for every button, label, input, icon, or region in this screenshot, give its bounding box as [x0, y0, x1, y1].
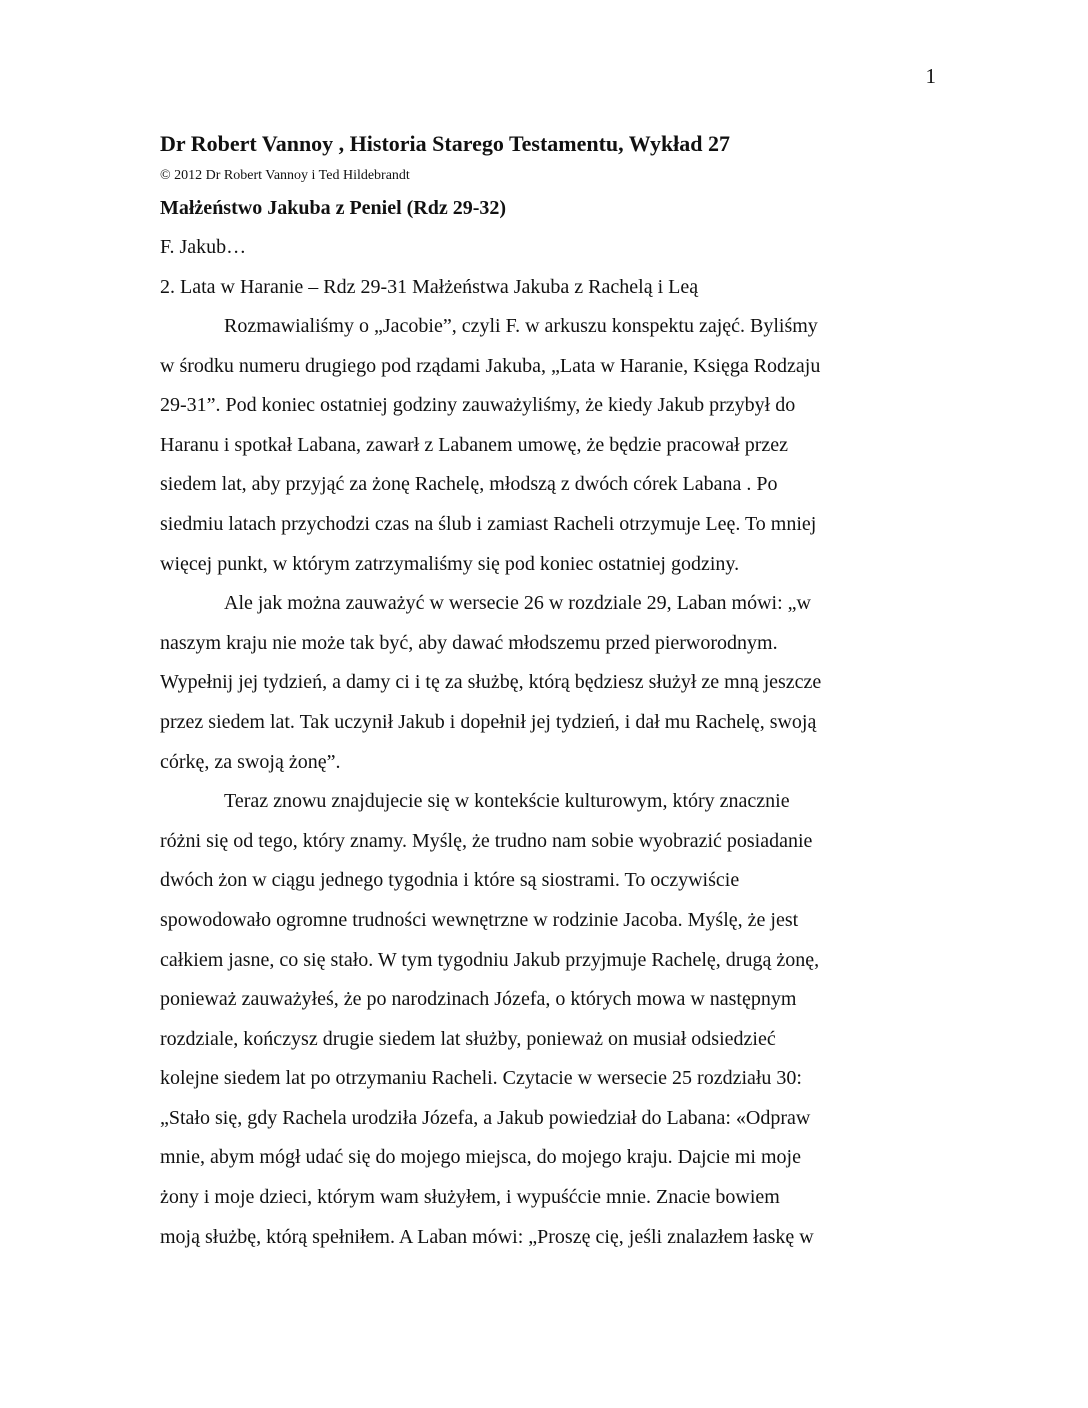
paragraph-line: więcej punkt, w którym zatrzymaliśmy się pod koniec ostatniej godziny.	[160, 552, 740, 575]
paragraph-line: rozdziale, kończysz drugie siedem lat służby, ponieważ on musiał odsiedzieć	[160, 1027, 776, 1050]
copyright-line: © 2012 Dr Robert Vannoy i Ted Hildebrandt	[160, 168, 410, 183]
paragraph-line: dwóch żon w ciągu jednego tygodnia i które są siostrami. To oczywiście	[160, 869, 740, 892]
paragraph-line: w środku numeru drugiego pod rządami Jakuba, „Lata w Haranie, Księga Rodzaju	[160, 354, 821, 377]
lecture-subtitle: Małżeństwo Jakuba z Peniel (Rdz 29-32)	[160, 197, 507, 219]
paragraph-3	[160, 782, 930, 1257]
paragraph-line: Ale jak można zauważyć w wersecie 26 w rozdziale 29, Laban mówi: „w	[224, 592, 811, 615]
paragraph-line: „Stało się, gdy Rachela urodziła Józefa, a Jakub powiedział do Labana: «Odpraw	[160, 1106, 811, 1129]
paragraph-line: różni się od tego, który znamy. Myślę, że trudno nam sobie wyobrazić posiadanie	[160, 829, 813, 852]
paragraph-line: Haranu i spotkał Labana, zawarł z Labanem umowę, że będzie pracował przez	[160, 433, 789, 456]
paragraph-line: kolejne siedem lat po otrzymaniu Racheli. Czytacie w wersecie 25 rozdziału 30:	[160, 1067, 802, 1090]
outline-subsection-heading: 2. Lata w Haranie – Rdz 29-31 Małżeństwa Jakuba z Rachelą i Leą	[160, 276, 699, 298]
paragraph-line: przez siedem lat. Tak uczynił Jakub i dopełnił jej tydzień, i dał mu Rachelę, swoją	[160, 710, 817, 733]
paragraph-line: moją służbę, którą spełniłem. A Laban mówi: „Proszę cię, jeśli znalazłem łaskę w	[160, 1225, 814, 1248]
page-number: 1	[925, 64, 936, 88]
paragraph-line: siedmiu latach przychodzi czas na ślub i zamiast Racheli otrzymuje Leę. To mniej	[160, 512, 817, 535]
paragraph-line: córkę, za swoją żonę”.	[160, 750, 341, 773]
paragraph-2	[160, 584, 930, 782]
paragraph-line: ponieważ zauważyłeś, że po narodzinach Józefa, o których mowa w następnym	[160, 988, 797, 1011]
paragraph-line: żony i moje dzieci, którym wam służyłem, i wypuśćcie mnie. Znacie bowiem	[160, 1186, 780, 1209]
paragraph-line: 29-31”. Pod koniec ostatniej godziny zauważyliśmy, że kiedy Jakub przybył do	[160, 394, 796, 417]
document-body	[160, 128, 930, 1257]
paragraph-line: spowodowało ogromne trudności wewnętrzne w rodzinie Jacoba. Myślę, że jest	[160, 908, 799, 931]
paragraph-line: mnie, abym mógł udać się do mojego miejsca, do mojego kraju. Dajcie mi moje	[160, 1146, 801, 1169]
document-title: Dr Robert Vannoy , Historia Starego Testamentu, Wykład 27	[160, 131, 731, 156]
outline-section-heading: F. Jakub…	[160, 236, 247, 258]
paragraph-line: Rozmawialiśmy o „Jacobie”, czyli F. w arkuszu konspektu zajęć. Byliśmy	[224, 315, 818, 337]
paragraph-1	[160, 307, 930, 584]
paragraph-line: całkiem jasne, co się stało. W tym tygodniu Jakub przyjmuje Rachelę, drugą żonę,	[160, 948, 820, 971]
paragraph-line: siedem lat, aby przyjąć za żonę Rachelę, młodszą z dwóch córek Labana . Po	[160, 473, 778, 496]
paragraph-line: naszym kraju nie może tak być, aby dawać młodszemu przed pierworodnym.	[160, 631, 778, 654]
paragraph-line: Wypełnij jej tydzień, a damy ci i tę za służbę, którą będziesz służył ze mną jeszcze	[160, 671, 822, 694]
paragraph-line: Teraz znowu znajdujecie się w kontekście kulturowym, który znacznie	[224, 790, 790, 813]
